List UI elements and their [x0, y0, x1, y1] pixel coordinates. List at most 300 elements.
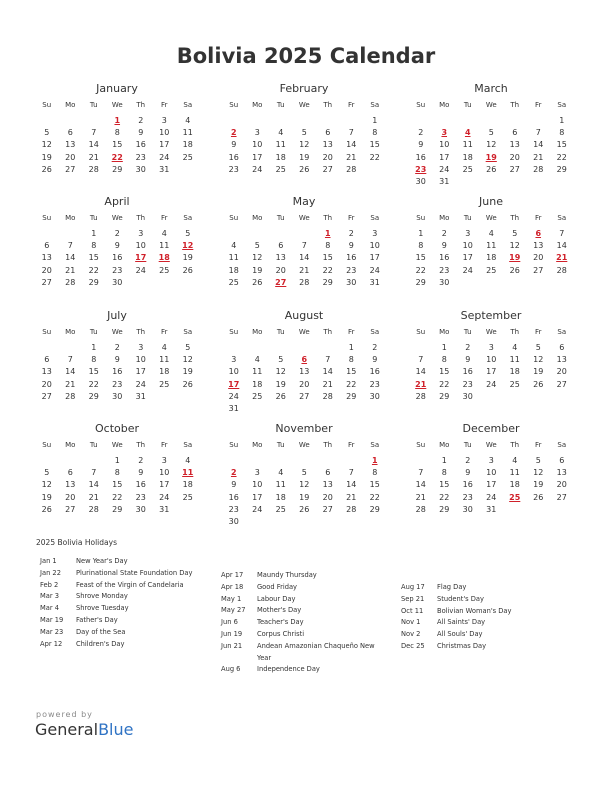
- day-cell: 10: [439, 140, 450, 150]
- weekday-header: Fr: [348, 441, 355, 449]
- holiday-date: Mar 4: [40, 604, 59, 613]
- month-march: [409, 82, 573, 188]
- weekday-header: Tu: [276, 328, 285, 336]
- holiday-date: Jan 1: [40, 557, 57, 565]
- day-cell: 12: [41, 480, 52, 490]
- day-cell: 22: [322, 265, 333, 275]
- day-cell: 20: [322, 152, 333, 162]
- holiday-row: [221, 617, 387, 629]
- day-cell: 22: [439, 492, 450, 502]
- day-cell: 30: [135, 504, 146, 514]
- day-cell: 7: [91, 128, 97, 138]
- day-cell: 19: [299, 152, 310, 162]
- weekday-header: Mo: [439, 441, 450, 449]
- holiday-day-cell: 17: [228, 379, 240, 389]
- day-cell: 9: [372, 355, 378, 365]
- day-cell: 14: [65, 253, 76, 263]
- weekday-header: Su: [229, 441, 239, 449]
- holiday-date: Jun 19: [221, 629, 243, 638]
- weekday-header: We: [485, 214, 497, 222]
- month-grid: [409, 99, 573, 188]
- day-cell: 8: [372, 128, 378, 138]
- day-cell: 18: [275, 152, 286, 162]
- day-cell: 24: [228, 391, 239, 401]
- day-cell: 27: [65, 504, 76, 514]
- day-cell: 17: [159, 480, 170, 490]
- month-february: [222, 82, 386, 176]
- day-cell: 9: [465, 355, 471, 365]
- holiday-day-cell: 27: [275, 277, 287, 287]
- weekday-header: Fr: [161, 441, 168, 449]
- day-cell: 7: [559, 229, 565, 238]
- day-cell: 16: [415, 152, 426, 162]
- weekday-header: We: [111, 101, 123, 109]
- day-cell: 15: [415, 253, 426, 263]
- day-cell: 28: [346, 504, 357, 514]
- holiday-row: [221, 570, 387, 582]
- day-cell: 5: [44, 468, 50, 478]
- day-cell: 25: [159, 265, 170, 275]
- day-cell: 16: [112, 367, 123, 377]
- weekday-header: Su: [416, 214, 426, 222]
- day-cell: 9: [114, 241, 120, 251]
- day-cell: 19: [41, 152, 52, 162]
- day-cell: 4: [512, 456, 518, 465]
- holiday-date: Oct 11: [401, 606, 424, 615]
- weekday-header: Fr: [348, 101, 355, 109]
- day-cell: 2: [114, 343, 120, 352]
- day-cell: 22: [369, 152, 380, 162]
- day-cell: 19: [252, 265, 263, 275]
- holiday-day-cell: 18: [158, 253, 170, 263]
- weekday-header: Tu: [463, 441, 472, 449]
- day-cell: 28: [346, 164, 357, 174]
- day-cell: 31: [228, 403, 239, 413]
- day-cell: 30: [228, 516, 239, 526]
- day-cell: 9: [114, 355, 120, 365]
- holiday-day-cell: 19: [509, 253, 521, 263]
- holiday-date: Aug 17: [401, 583, 425, 591]
- weekday-header: Th: [136, 214, 146, 222]
- day-cell: 7: [418, 468, 424, 478]
- weekday-header: Mo: [65, 441, 76, 449]
- weekday-header: Su: [416, 101, 426, 109]
- day-cell: 27: [41, 391, 52, 401]
- day-cell: 24: [486, 379, 497, 389]
- day-cell: 12: [299, 480, 310, 490]
- month-grid: [409, 439, 573, 516]
- day-cell: 1: [91, 343, 97, 352]
- day-cell: 6: [559, 456, 565, 465]
- day-cell: 23: [112, 265, 123, 275]
- day-cell: 30: [346, 277, 357, 287]
- month-name: November: [275, 422, 333, 435]
- holiday-date: Sep 21: [401, 594, 425, 603]
- month-grid: [222, 439, 386, 528]
- weekday-header: Mo: [439, 214, 450, 222]
- day-cell: 2: [114, 229, 120, 238]
- day-cell: 13: [322, 140, 333, 150]
- holiday-row: [40, 627, 206, 639]
- day-cell: 14: [88, 140, 99, 150]
- day-cell: 3: [231, 355, 237, 365]
- day-cell: 3: [161, 456, 167, 465]
- day-cell: 4: [512, 343, 518, 352]
- day-cell: 30: [369, 391, 380, 401]
- day-cell: 2: [138, 456, 144, 465]
- day-cell: 6: [325, 128, 331, 138]
- month-name: May: [292, 195, 316, 208]
- day-cell: 26: [509, 265, 520, 275]
- day-cell: 18: [509, 367, 520, 377]
- holiday-date: May 1: [221, 594, 242, 603]
- day-cell: 7: [535, 128, 541, 138]
- month-october: [35, 422, 199, 516]
- day-cell: 10: [135, 241, 146, 251]
- weekday-header: Su: [229, 214, 239, 222]
- day-cell: 26: [486, 164, 497, 174]
- empty-cell: [246, 455, 270, 467]
- holiday-day-cell: 2: [230, 468, 237, 478]
- day-cell: 13: [275, 253, 286, 263]
- day-cell: 29: [415, 277, 426, 287]
- holiday-row: [221, 582, 387, 594]
- month-grid: [222, 326, 386, 415]
- day-cell: 24: [369, 265, 380, 275]
- holiday-row: [40, 615, 206, 627]
- month-april: [35, 195, 199, 289]
- day-cell: 2: [465, 343, 471, 352]
- day-cell: 31: [135, 391, 146, 401]
- holiday-day-cell: 4: [464, 128, 471, 138]
- holiday-column-3: [401, 582, 567, 653]
- month-grid: [35, 439, 199, 516]
- empty-cell: [246, 228, 270, 240]
- day-cell: 12: [533, 468, 544, 478]
- day-cell: 16: [228, 492, 239, 502]
- day-cell: 4: [185, 456, 191, 465]
- brand-logo-second: Blue: [98, 720, 134, 739]
- month-name: August: [284, 309, 324, 322]
- holiday-day-cell: 1: [324, 229, 331, 238]
- day-cell: 20: [41, 379, 52, 389]
- day-cell: 9: [138, 468, 144, 478]
- holiday-row: [221, 664, 387, 676]
- empty-cell: [409, 342, 433, 354]
- empty-cell: [503, 115, 527, 127]
- day-cell: 7: [325, 355, 331, 365]
- month-name: April: [104, 195, 130, 208]
- day-cell: 17: [252, 492, 263, 502]
- day-cell: 16: [369, 367, 380, 377]
- day-cell: 18: [486, 253, 497, 263]
- day-cell: 28: [415, 391, 426, 401]
- empty-cell: [269, 455, 293, 467]
- day-cell: 28: [65, 391, 76, 401]
- day-cell: 18: [275, 492, 286, 502]
- holiday-day-cell: 2: [230, 128, 237, 138]
- day-cell: 17: [159, 140, 170, 150]
- day-cell: 4: [231, 241, 237, 251]
- day-cell: 27: [509, 164, 520, 174]
- day-cell: 28: [556, 265, 567, 275]
- day-cell: 29: [346, 391, 357, 401]
- day-cell: 13: [556, 468, 567, 478]
- weekday-header: Th: [323, 214, 333, 222]
- month-grid: [35, 99, 199, 176]
- day-cell: 9: [465, 468, 471, 478]
- holiday-day-cell: 22: [111, 152, 123, 162]
- holiday-name: Father's Day: [76, 615, 118, 624]
- day-cell: 7: [91, 468, 97, 478]
- day-cell: 8: [348, 355, 354, 365]
- day-cell: 11: [228, 253, 239, 263]
- day-cell: 14: [415, 367, 426, 377]
- holiday-name: Corpus Christi: [257, 629, 305, 638]
- day-cell: 1: [348, 343, 354, 352]
- day-cell: 5: [301, 468, 307, 478]
- month-name: December: [462, 422, 520, 435]
- day-cell: 15: [439, 367, 450, 377]
- day-cell: 23: [228, 164, 239, 174]
- day-cell: 2: [465, 456, 471, 465]
- day-cell: 21: [65, 265, 76, 275]
- day-cell: 7: [348, 468, 354, 478]
- day-cell: 1: [91, 229, 97, 238]
- day-cell: 17: [486, 480, 497, 490]
- weekday-header: Th: [323, 101, 333, 109]
- day-cell: 31: [159, 164, 170, 174]
- day-cell: 20: [322, 492, 333, 502]
- day-cell: 27: [556, 492, 567, 502]
- month-name: February: [279, 82, 329, 95]
- empty-cell: [59, 115, 83, 127]
- empty-cell: [82, 115, 106, 127]
- empty-cell: [527, 115, 551, 127]
- holiday-row: [401, 617, 567, 629]
- day-cell: 5: [488, 128, 494, 138]
- empty-cell: [409, 115, 433, 127]
- holiday-row: [40, 580, 206, 592]
- month-grid: [409, 212, 573, 289]
- holiday-name: Flag Day: [437, 583, 467, 591]
- day-cell: 19: [41, 492, 52, 502]
- day-cell: 20: [556, 480, 567, 490]
- day-cell: 14: [556, 241, 567, 251]
- weekday-header: Tu: [89, 328, 98, 336]
- day-cell: 4: [278, 128, 284, 138]
- day-cell: 9: [348, 241, 354, 251]
- day-cell: 20: [275, 265, 286, 275]
- holiday-row: [40, 568, 206, 580]
- day-cell: 29: [439, 504, 450, 514]
- empty-cell: [293, 228, 317, 240]
- day-cell: 4: [185, 116, 191, 125]
- day-cell: 15: [439, 480, 450, 490]
- day-cell: 18: [182, 140, 193, 150]
- month-grid: [409, 326, 573, 403]
- day-cell: 29: [439, 391, 450, 401]
- day-cell: 24: [252, 504, 263, 514]
- day-cell: 16: [135, 140, 146, 150]
- weekday-header: We: [298, 441, 310, 449]
- day-cell: 21: [346, 492, 357, 502]
- weekday-header: We: [485, 328, 497, 336]
- day-cell: 3: [138, 343, 144, 352]
- holiday-day-cell: 19: [485, 152, 497, 162]
- empty-cell: [316, 115, 340, 127]
- day-cell: 17: [252, 152, 263, 162]
- day-cell: 29: [88, 277, 99, 287]
- day-cell: 15: [88, 367, 99, 377]
- holiday-name: Feast of the Virgin of Candelaria: [76, 580, 184, 589]
- day-cell: 13: [299, 367, 310, 377]
- weekday-header: Sa: [370, 441, 380, 449]
- weekday-header: Mo: [439, 328, 450, 336]
- day-cell: 12: [252, 253, 263, 263]
- weekday-header: Sa: [370, 101, 380, 109]
- day-cell: 28: [415, 504, 426, 514]
- day-cell: 7: [348, 128, 354, 138]
- day-cell: 28: [299, 277, 310, 287]
- weekday-header: Mo: [65, 101, 76, 109]
- weekday-header: Sa: [370, 214, 380, 222]
- weekday-header: Su: [42, 328, 52, 336]
- day-cell: 2: [348, 229, 354, 238]
- day-cell: 8: [418, 241, 424, 251]
- day-cell: 25: [275, 164, 286, 174]
- day-cell: 25: [182, 492, 193, 502]
- day-cell: 15: [369, 140, 380, 150]
- day-cell: 1: [114, 456, 120, 465]
- day-cell: 18: [509, 480, 520, 490]
- day-cell: 26: [41, 164, 52, 174]
- day-cell: 21: [346, 152, 357, 162]
- empty-cell: [82, 455, 106, 467]
- holiday-name: Christmas Day: [437, 641, 487, 650]
- month-name: January: [96, 82, 138, 95]
- day-cell: 6: [67, 468, 73, 478]
- day-cell: 12: [299, 140, 310, 150]
- day-cell: 21: [415, 492, 426, 502]
- holiday-date: Nov 1: [401, 618, 421, 627]
- weekday-header: Th: [323, 328, 333, 336]
- day-cell: 13: [65, 140, 76, 150]
- weekday-header: Fr: [161, 214, 168, 222]
- day-cell: 28: [88, 504, 99, 514]
- empty-cell: [269, 228, 293, 240]
- day-cell: 4: [161, 229, 167, 238]
- empty-cell: [222, 455, 246, 467]
- holiday-day-cell: 17: [135, 253, 147, 263]
- empty-cell: [59, 228, 83, 240]
- weekday-header: Th: [323, 441, 333, 449]
- day-cell: 30: [462, 504, 473, 514]
- day-cell: 9: [231, 140, 237, 150]
- day-cell: 29: [369, 504, 380, 514]
- weekday-header: Mo: [65, 214, 76, 222]
- day-cell: 5: [44, 128, 50, 138]
- day-cell: 6: [512, 128, 518, 138]
- holiday-row: [40, 603, 206, 615]
- weekday-header: Fr: [348, 328, 355, 336]
- day-cell: 9: [231, 480, 237, 490]
- day-cell: 13: [556, 355, 567, 365]
- day-cell: 15: [556, 140, 567, 150]
- day-cell: 30: [439, 277, 450, 287]
- month-grid: [35, 326, 199, 403]
- day-cell: 19: [182, 367, 193, 377]
- day-cell: 4: [254, 355, 260, 365]
- day-cell: 17: [135, 367, 146, 377]
- day-cell: 16: [112, 253, 123, 263]
- month-november: [222, 422, 386, 528]
- weekday-header: Su: [42, 101, 52, 109]
- day-cell: 7: [67, 241, 73, 251]
- day-cell: 13: [509, 140, 520, 150]
- day-cell: 27: [533, 265, 544, 275]
- day-cell: 25: [275, 504, 286, 514]
- day-cell: 29: [556, 164, 567, 174]
- day-cell: 23: [346, 265, 357, 275]
- day-cell: 2: [372, 343, 378, 352]
- holiday-date: May 27: [221, 606, 246, 615]
- day-cell: 22: [88, 265, 99, 275]
- day-cell: 23: [112, 379, 123, 389]
- day-cell: 10: [159, 468, 170, 478]
- weekday-header: Mo: [65, 328, 76, 336]
- weekday-header: Su: [229, 101, 239, 109]
- day-cell: 8: [114, 468, 120, 478]
- weekday-header: Tu: [463, 214, 472, 222]
- day-cell: 11: [182, 128, 193, 138]
- empty-cell: [293, 455, 317, 467]
- day-cell: 11: [462, 140, 473, 150]
- day-cell: 14: [346, 480, 357, 490]
- weekday-header: Tu: [463, 101, 472, 109]
- empty-cell: [293, 342, 317, 354]
- day-cell: 5: [185, 343, 191, 352]
- day-cell: 22: [112, 492, 123, 502]
- day-cell: 10: [228, 367, 239, 377]
- empty-cell: [269, 342, 293, 354]
- day-cell: 16: [135, 480, 146, 490]
- weekday-header: Mo: [252, 214, 263, 222]
- day-cell: 13: [322, 480, 333, 490]
- day-cell: 31: [486, 504, 497, 514]
- day-cell: 28: [88, 164, 99, 174]
- day-cell: 25: [252, 391, 263, 401]
- day-cell: 10: [462, 241, 473, 251]
- day-cell: 7: [418, 355, 424, 365]
- holiday-day-cell: 23: [415, 164, 427, 174]
- holiday-name: Student's Day: [437, 594, 484, 603]
- weekday-header: We: [298, 101, 310, 109]
- empty-cell: [409, 455, 433, 467]
- day-cell: 29: [112, 164, 123, 174]
- holiday-day-cell: 21: [415, 379, 427, 389]
- holiday-row: [401, 606, 567, 618]
- weekday-header: Sa: [557, 101, 567, 109]
- day-cell: 8: [372, 468, 378, 478]
- holiday-row: [401, 594, 567, 606]
- day-cell: 10: [252, 140, 263, 150]
- month-august: [222, 309, 386, 415]
- weekday-header: Sa: [183, 214, 193, 222]
- day-cell: 15: [346, 367, 357, 377]
- brand-logo[interactable]: [35, 720, 133, 739]
- weekday-header: Fr: [161, 101, 168, 109]
